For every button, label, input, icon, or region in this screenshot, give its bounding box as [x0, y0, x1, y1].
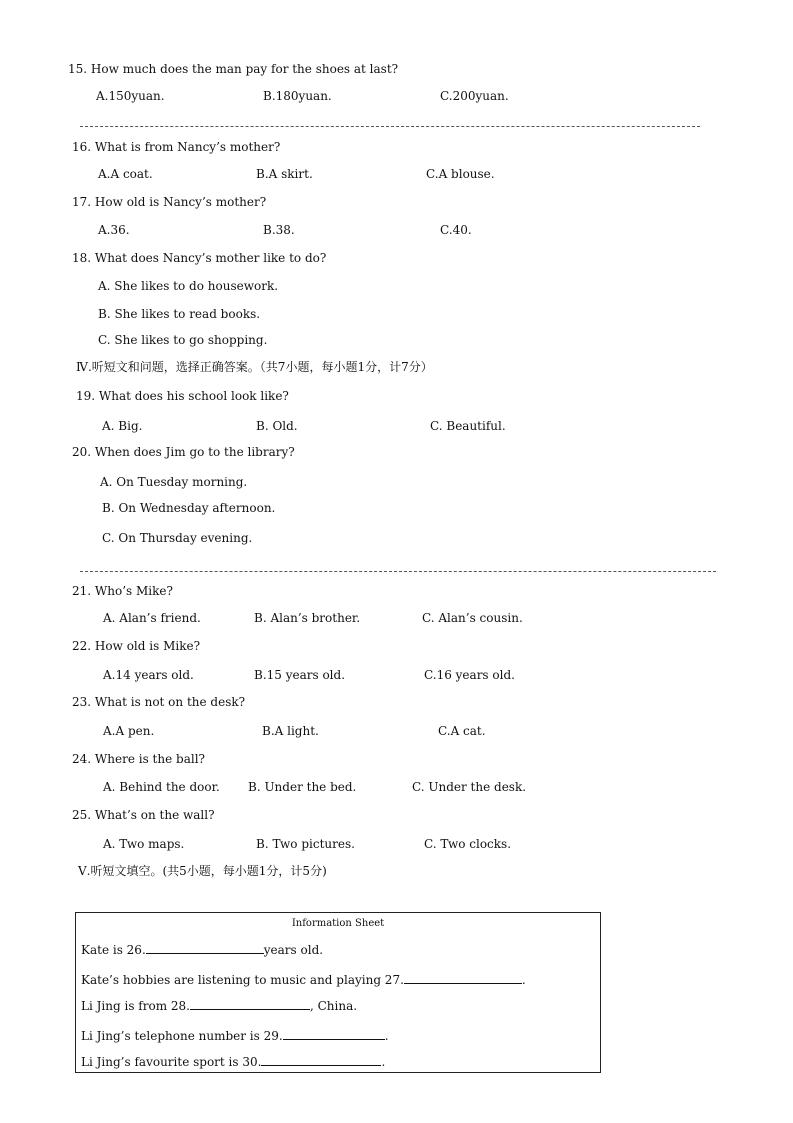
- question-text: What is from Nancy’s mother?: [94, 140, 281, 154]
- option-21-a: A. Alan’s friend.: [103, 611, 201, 625]
- option-20-b: B. On Wednesday afternoon.: [102, 501, 276, 515]
- row-prefix: Li Jing’s favourite sport is 30.: [81, 1055, 262, 1069]
- question-number: 16.: [72, 140, 92, 154]
- blank-29[interactable]: [283, 1028, 385, 1040]
- option-24-c: C. Under the desk.: [412, 780, 527, 794]
- row-prefix: Li Jing’s telephone number is 29.: [81, 1029, 283, 1043]
- option-18-c: C. She likes to go shopping.: [98, 333, 268, 347]
- sheet-row-28: [81, 998, 357, 1013]
- question-text: What does Nancy’s mother like to do?: [94, 251, 327, 265]
- question-text: What does his school look like?: [98, 389, 289, 403]
- question-number: 21.: [72, 584, 92, 598]
- option-25-c: C. Two clocks.: [424, 837, 512, 851]
- option-22-c: C.16 years old.: [424, 668, 515, 682]
- option-20-a: A. On Tuesday morning.: [100, 475, 248, 489]
- question-text: What is not on the desk?: [94, 695, 246, 709]
- question-number: 23.: [72, 695, 92, 709]
- option-17-b: B.38.: [263, 223, 295, 237]
- blank-30[interactable]: [261, 1054, 381, 1066]
- sheet-row-29: [81, 1028, 389, 1043]
- option-24-b: B. Under the bed.: [248, 780, 357, 794]
- question-23: [72, 695, 245, 709]
- question-text: Who’s Mike?: [94, 584, 173, 598]
- option-19-c: C. Beautiful.: [430, 419, 506, 433]
- question-text: How old is Mike?: [94, 639, 200, 653]
- information-sheet: [75, 912, 601, 1073]
- option-18-a: A. She likes to do housework.: [98, 279, 279, 293]
- option-20-c: C. On Thursday evening.: [102, 531, 253, 545]
- option-15-c: C.200yuan.: [440, 89, 509, 103]
- option-24-a: A. Behind the door.: [103, 780, 220, 794]
- option-23-c: C.A cat.: [438, 724, 486, 738]
- question-text: How old is Nancy’s mother?: [94, 195, 267, 209]
- question-25: [72, 808, 215, 822]
- option-15-a: A.150yuan.: [96, 89, 165, 103]
- question-number: 24.: [72, 752, 92, 766]
- question-number: 20.: [72, 445, 92, 459]
- option-21-b: B. Alan’s brother.: [254, 611, 361, 625]
- sheet-row-30: [81, 1054, 385, 1069]
- option-22-b: B.15 years old.: [254, 668, 346, 682]
- question-22: [72, 639, 200, 653]
- row-prefix: Li Jing is from 28.: [81, 999, 190, 1013]
- row-prefix: Kate’s hobbies are listening to music and playing 27.: [81, 973, 404, 987]
- section-4-heading: Ⅳ.听短文和问题，选择正确答案。（共7小题，每小题1分，计7分）: [76, 360, 433, 374]
- question-number: 19.: [76, 389, 96, 403]
- question-number: 22.: [72, 639, 92, 653]
- question-21: [72, 584, 173, 598]
- blank-28[interactable]: [190, 998, 310, 1010]
- question-19: [76, 389, 289, 403]
- option-25-b: B. Two pictures.: [256, 837, 355, 851]
- question-number: 25.: [72, 808, 92, 822]
- option-18-b: B. She likes to read books.: [98, 307, 261, 321]
- row-suffix: .: [384, 1029, 389, 1043]
- row-suffix: , China.: [309, 999, 358, 1013]
- option-16-b: B.A skirt.: [256, 167, 313, 181]
- question-number: 15.: [68, 62, 88, 76]
- option-21-c: C. Alan’s cousin.: [422, 611, 523, 625]
- question-15: [68, 62, 398, 76]
- row-suffix: .: [381, 1055, 386, 1069]
- row-suffix: .: [521, 973, 526, 987]
- option-23-b: B.A light.: [262, 724, 319, 738]
- sheet-row-26: [81, 942, 323, 957]
- question-text: When does Jim go to the library?: [94, 445, 295, 459]
- question-text: Where is the ball?: [94, 752, 205, 766]
- option-23-a: A.A pen.: [103, 724, 155, 738]
- question-number: 17.: [72, 195, 92, 209]
- question-24: [72, 752, 205, 766]
- option-16-c: C.A blouse.: [426, 167, 495, 181]
- dashed-divider: [80, 571, 716, 572]
- question-text: How much does the man pay for the shoes at last?: [90, 62, 399, 76]
- option-19-a: A. Big.: [102, 419, 143, 433]
- sheet-row-27: [81, 972, 526, 987]
- dashed-divider: [80, 126, 700, 127]
- row-suffix: years old.: [263, 943, 324, 957]
- question-17: [72, 195, 266, 209]
- question-20: [72, 445, 295, 459]
- blank-27[interactable]: [404, 972, 522, 984]
- option-22-a: A.14 years old.: [103, 668, 194, 682]
- option-17-c: C.40.: [440, 223, 472, 237]
- blank-26[interactable]: [146, 942, 264, 954]
- sheet-title: Information Sheet: [291, 918, 385, 929]
- option-15-b: B.180yuan.: [263, 89, 332, 103]
- question-16: [72, 140, 280, 154]
- section-5-heading: Ⅴ.听短文填空。(共5小题，每小题1分，计5分): [78, 864, 327, 878]
- question-18: [72, 251, 326, 265]
- row-prefix: Kate is 26.: [81, 943, 146, 957]
- question-number: 18.: [72, 251, 92, 265]
- option-16-a: A.A coat.: [98, 167, 153, 181]
- option-17-a: A.36.: [98, 223, 130, 237]
- option-25-a: A. Two maps.: [103, 837, 185, 851]
- option-19-b: B. Old.: [256, 419, 298, 433]
- question-text: What’s on the wall?: [94, 808, 215, 822]
